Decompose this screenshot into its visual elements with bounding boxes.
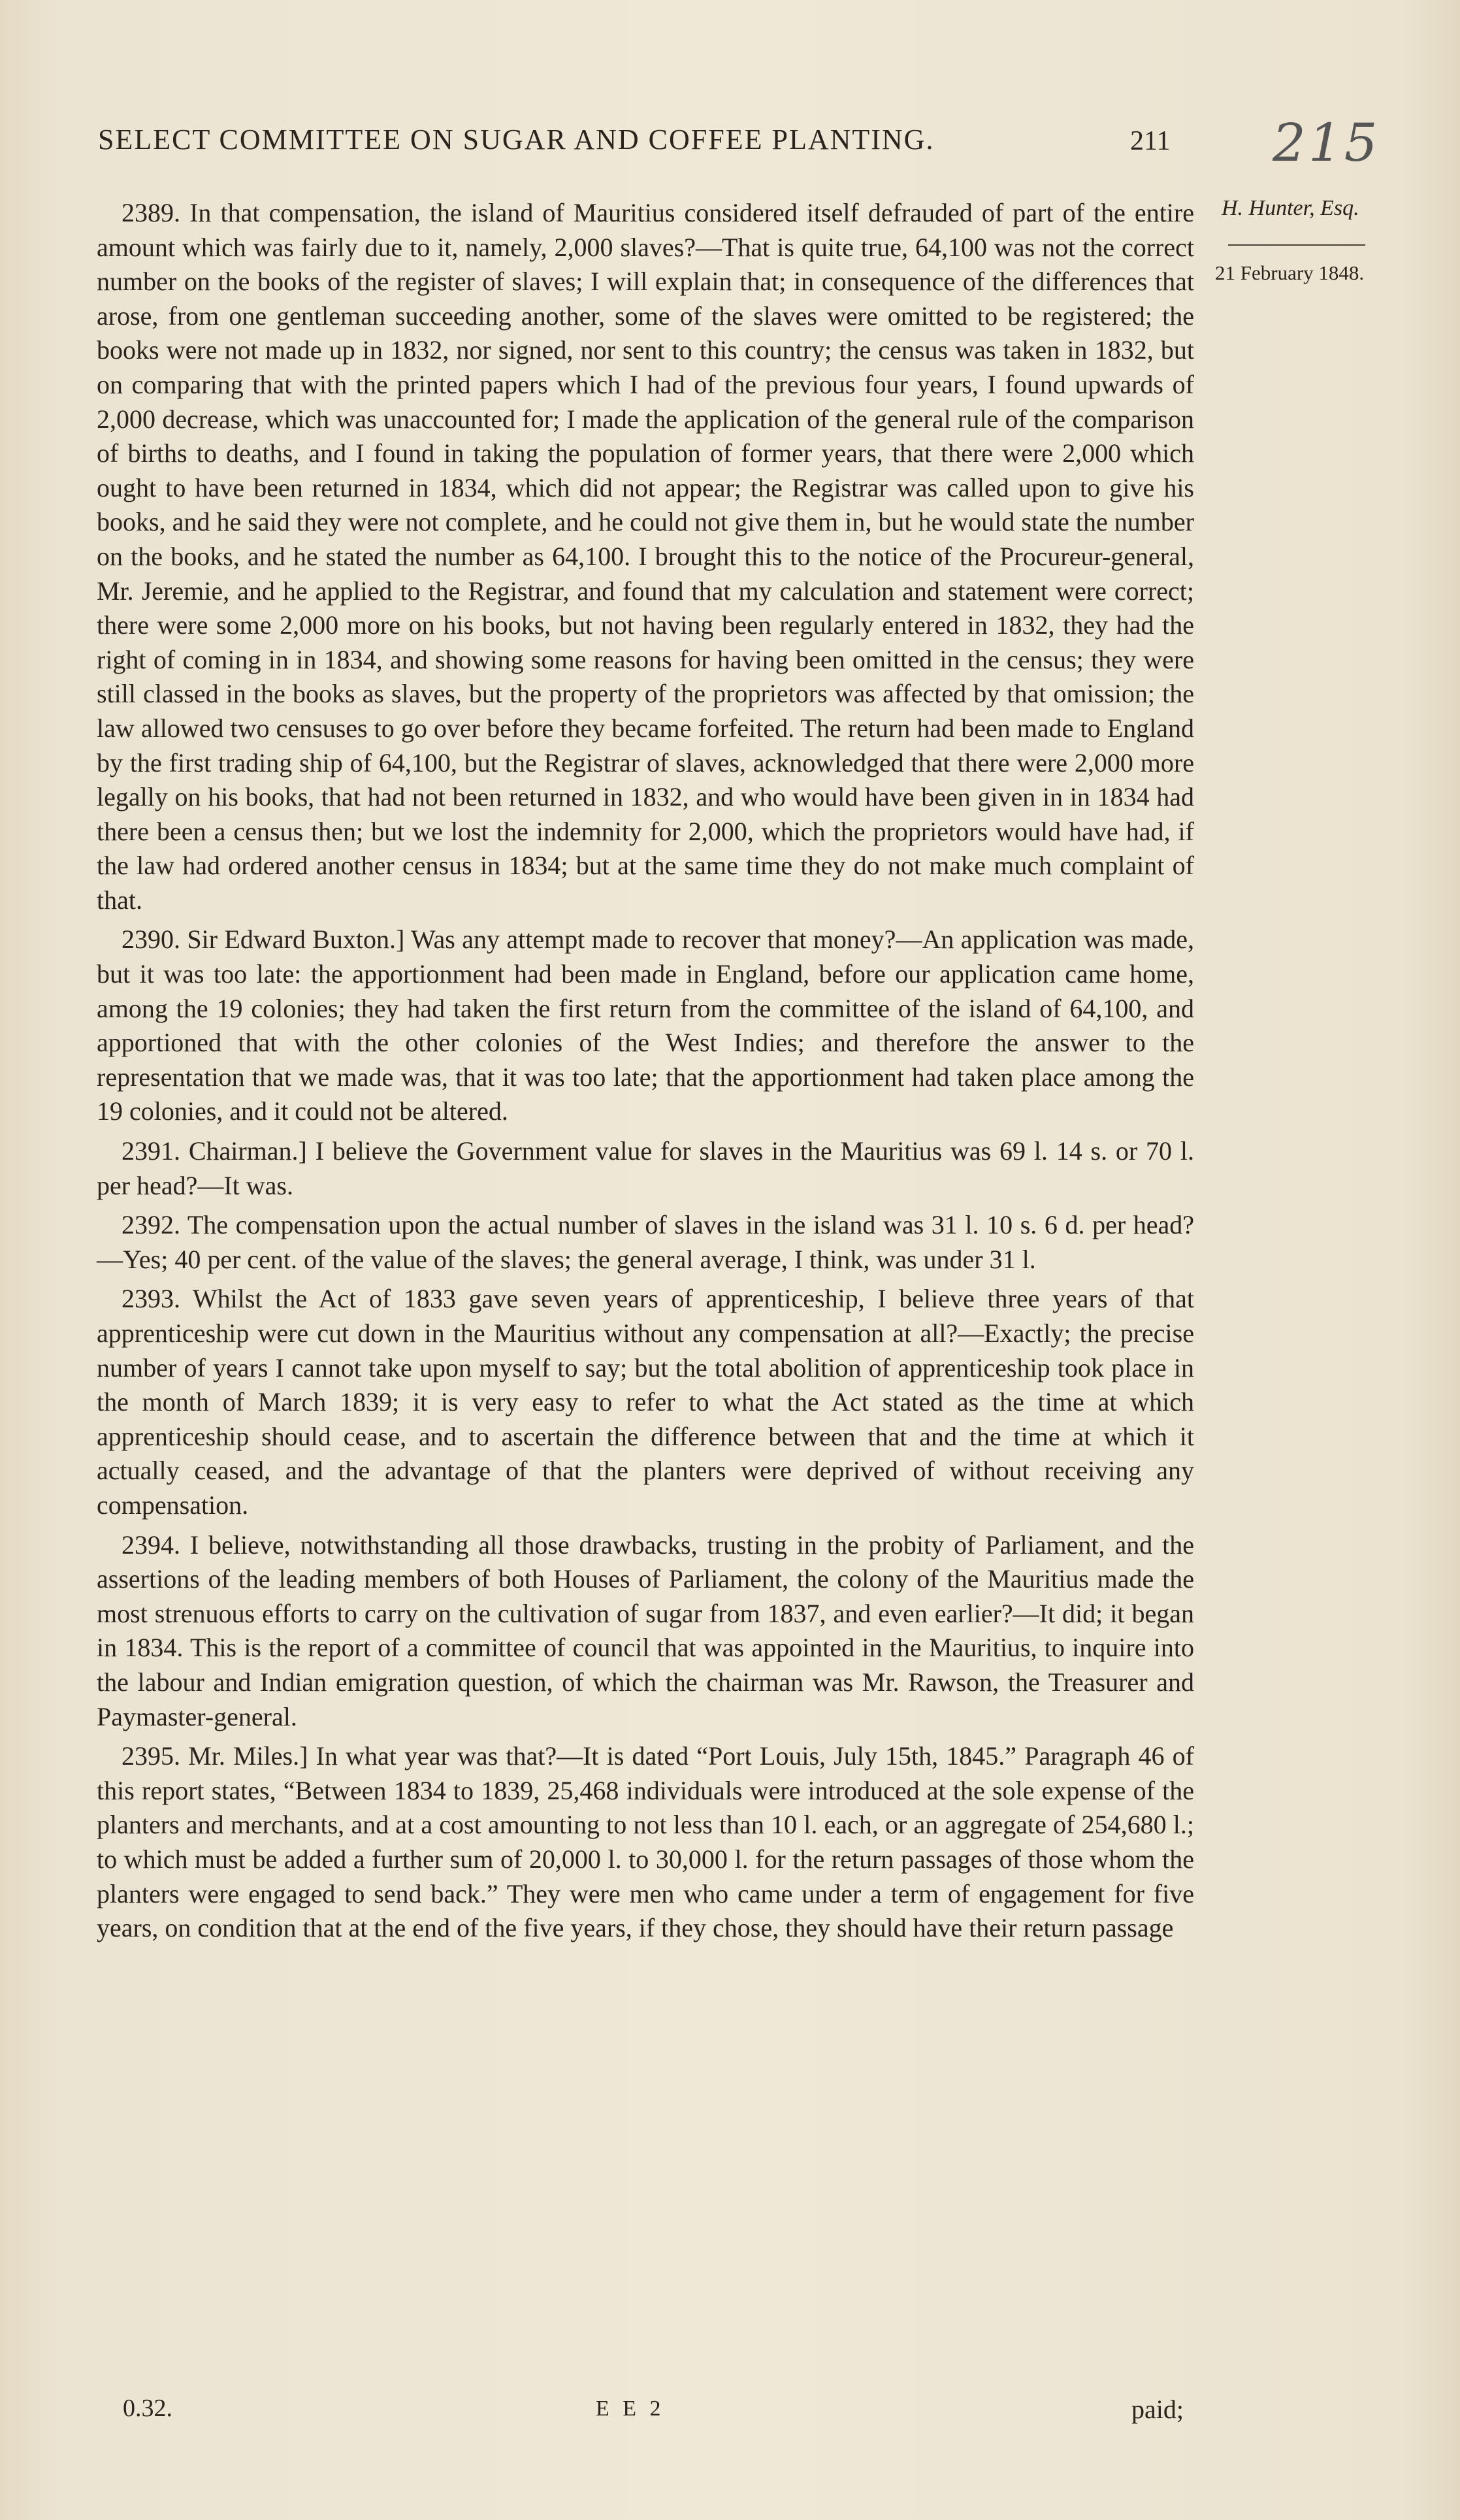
question-2392: 2392. The compensation upon the actual number of slaves in the island was 31 l. 10 s. 6 d. per head?—Yes; 40 per cent. of the value of the slaves; the general average, I think, was under 31 l. [97,1210,1194,1274]
question-2395: 2395. Mr. Miles.] In what year was that?—It is dated “Port Louis, July 15th, 1845.” Paragraph 46 of this report states, “Between 1834 to 1839, 25,468 individuals were introduced at the sole expense of the planters and merchants, and at a cost amounting to not less than 10 l. each, or an aggregate of 254,680 l.; to which must be added a further sum of 20,000 l. to 30,000 l. for the return passages of those whom the planters were engaged to send back.” They were men who came under a term of engagement for five years, on condition that at the end of the five years, if they chose, they should have their return passage [97,1741,1194,1943]
question-2390: 2390. Sir Edward Buxton.] Was any attempt made to recover that money?—An application was made, but it was too late: the apportionment had been made in England, before our application came home, among the 19 colonies; they had taken the first return from the committee of the island of 64,100, and apportioned that with the other colonies of the West Indies; and therefore the answer to the representation that we made was, that it was too late; that the apportionment had taken place among the 19 colonies, and it could not be altered. [97,925,1194,1126]
question-2389: 2389. In that compensation, the island of Mauritius considered itself defrauded of part of the entire amount which was fairly due to it, namely, 2,000 slaves?—That is quite true, 64,100 was not the correct number on the books of the register of slaves; I will explain that; in consequence of the differences that arose, from one gentleman succeeding another, some of the slaves were omitted to be registered; the books were not made up in 1832, nor signed, nor sent to this country; the census was taken in 1832, but on comparing that with the printed papers which I had of the previous four years, I found upwards of 2,000 decrease, which was unaccounted for; I made the application of the general rule of the comparison of births to deaths, and I found in taking the population of former years, that there were 2,000 which ought to have been returned in 1834, which did not appear; the Registrar was called upon to give his books, and he said they were not complete, and he could not give them in, but he would state the number on the books, and he stated the number as 64,100. I brought this to the notice of the Procureur-general, Mr. Jeremie, and he applied to the Registrar, and found that my calculation and statement were correct; there were some 2,000 more on his books, but not having been regularly entered in 1832, they had the right of coming in in 1834, and showing some reasons for having been omitted in the census; they were still classed in the books as slaves, but the property of the proprietors was affected by that omission; the law allowed two censuses to go over before they became forfeited. The return had been made to England by the first trading ship of 64,100, but the Registrar of slaves, acknowledged that there were 2,000 more legally on his books, that had not been returned in 1832, and who would have been given in in 1834 had there been a census then; but we lost the indemnity for 2,000, which the proprietors would have had, if the law had ordered another census in 1834; but at the same time they do not make much complaint of that. [97,198,1194,915]
margin-date: 21 February 1848. [1215,261,1365,284]
witness-name-italic: H. Hunter, Esq. [1222,196,1359,220]
margin-witness-name [1222,196,1359,221]
handwritten-folio-number: 215 [1273,112,1380,173]
question-2391: 2391. Chairman.] I believe the Government value for slaves in the Mauritius was 69 l. 14 s. or 70 l. per head?—It was. [97,1136,1194,1200]
footer-catchword: paid; [1131,2395,1184,2424]
page-number: 211 [1130,126,1171,156]
question-2393: 2393. Whilst the Act of 1833 gave seven years of apprenticeship, I believe three years of that apprenticeship were cut down in the Mauritius without any compensation at all?—Exactly; the precise number of years I cannot take upon myself to say; but the total abolition of apprenticeship took place in the month of March 1839; it is very easy to refer to what the Act stated as the time at which apprenticeship should cease, and to ascertain the difference between that and the time at which it actually ceased, and the advantage of that the planters were deprived of without receiving any compensation. [97,1284,1194,1520]
question-2394: 2394. I believe, notwithstanding all those drawbacks, trusting in the probity of Parliament, and the assertions of the leading members of both Houses of Parliament, the colony of the Mauritius made the most strenuous efforts to carry on the cultivation of sugar from 1837, and even earlier?—It did; it began in 1834. This is the report of a committee of council that was appointed in the Mauritius, to inquire into the labour and Indian emigration question, of which the chairman was Mr. Rawson, the Treasurer and Paymaster-general. [97,1530,1194,1731]
footer-signature-mark: E E 2 [596,2397,665,2421]
margin-rule [1228,244,1365,246]
running-header: SELECT COMMITTEE ON SUGAR AND COFFEE PLANTING. [98,123,935,155]
body-text [97,196,1194,1951]
footer-sheet-number: 0.32. [123,2395,172,2422]
